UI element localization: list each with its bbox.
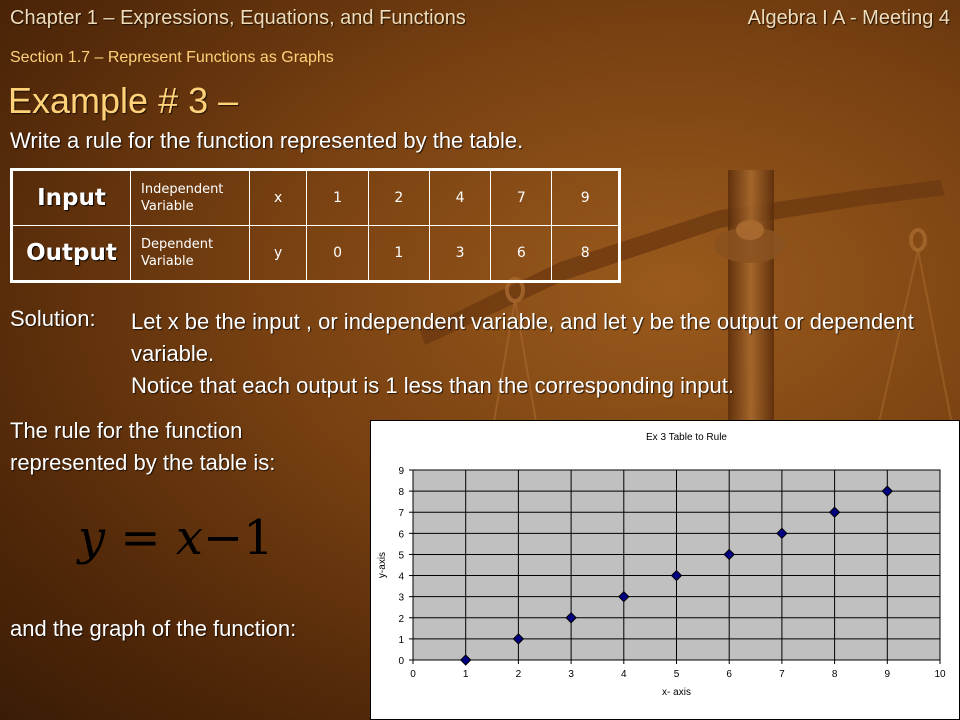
function-graph — [370, 420, 960, 720]
x-value: 9 — [552, 170, 620, 226]
y-symbol: y — [250, 226, 307, 282]
course-title: Algebra I A - Meeting 4 — [747, 7, 950, 29]
solution-label: Solution: — [10, 306, 96, 331]
graph-intro: and the graph of the function: — [10, 616, 297, 641]
y-tick-label: 7 — [398, 508, 404, 520]
y-tick-label: 9 — [398, 466, 404, 477]
x-tick-label: 4 — [621, 669, 627, 680]
y-value: 6 — [491, 226, 552, 282]
x-value: 4 — [429, 170, 490, 226]
y-tick-label: 8 — [398, 487, 404, 499]
section-subtitle: Section 1.7 – Represent Functions as Graphs — [10, 49, 334, 66]
input-label: Input — [12, 170, 131, 226]
output-description: Dependent Variable — [131, 226, 250, 282]
function-table — [10, 168, 621, 283]
rule-intro-line-1: The rule for the function — [10, 418, 243, 443]
equation-constant: 1 — [243, 510, 274, 566]
x-tick-label: 5 — [673, 669, 680, 680]
equation-minus: − — [202, 510, 244, 566]
equation-equals: = — [120, 510, 161, 566]
equation-lhs: y — [78, 510, 106, 566]
x-tick-label: 2 — [515, 669, 522, 680]
y-tick-label: 0 — [398, 656, 404, 667]
problem-prompt: Write a rule for the function represented by the table. — [10, 128, 524, 153]
y-value: 0 — [307, 226, 368, 282]
x-tick-label: 3 — [568, 669, 574, 680]
x-tick-label: 1 — [462, 669, 469, 680]
solution-line-2: Notice that each output is 1 less than the corresponding input. — [131, 373, 734, 398]
x-value: 7 — [491, 170, 552, 226]
solution-text — [131, 306, 956, 402]
rule-intro — [10, 415, 275, 479]
x-tick-label: 8 — [831, 669, 838, 680]
solution-line-1: Let x be the input , or independent variable, and let y be the output or dependent variable. — [131, 309, 914, 366]
y-tick-label: 3 — [398, 592, 404, 604]
chart-title: Ex 3 Table to Rule — [646, 432, 727, 443]
x-value: 1 — [307, 170, 368, 226]
x-tick-label: 9 — [884, 669, 891, 680]
x-tick-label: 6 — [726, 669, 732, 680]
x-value: 2 — [368, 170, 429, 226]
x-axis-label: x- axis — [662, 687, 691, 698]
input-row — [12, 170, 620, 226]
chart-svg — [370, 420, 960, 720]
y-tick-label: 1 — [398, 634, 404, 646]
x-symbol: x — [250, 170, 307, 226]
chapter-title: Chapter 1 – Expressions, Equations, and Functions — [10, 7, 466, 29]
y-value: 8 — [552, 226, 620, 282]
output-row — [12, 226, 620, 282]
y-tick-label: 5 — [398, 550, 404, 562]
x-tick-label: 0 — [410, 669, 416, 680]
equation-variable: x — [175, 510, 203, 566]
x-tick-label: 7 — [779, 669, 785, 680]
rule-intro-line-2: represented by the table is: — [10, 450, 276, 475]
y-tick-label: 6 — [398, 529, 404, 541]
input-description: Independent Variable — [131, 170, 250, 226]
output-label: Output — [12, 226, 131, 282]
x-tick-label: 10 — [934, 669, 946, 680]
rule-equation — [78, 510, 274, 566]
y-tick-label: 2 — [398, 613, 404, 625]
example-title: Example # 3 – — [8, 80, 239, 121]
y-axis-label: y-axis — [377, 551, 388, 579]
y-value: 3 — [429, 226, 490, 282]
y-tick-label: 4 — [398, 571, 404, 583]
y-value: 1 — [368, 226, 429, 282]
